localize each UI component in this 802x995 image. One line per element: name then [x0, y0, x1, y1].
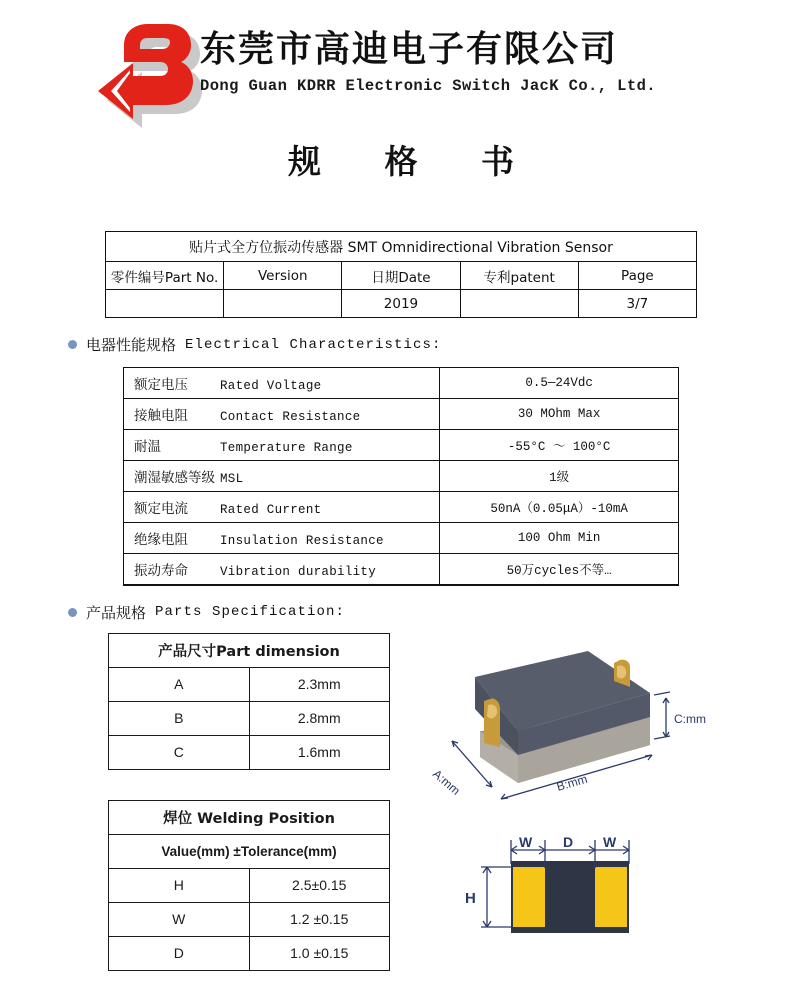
spec-tables-column [108, 633, 390, 971]
row-label-en: Vibration durability [220, 564, 377, 579]
row-label [124, 430, 440, 461]
parts-specification-area [0, 633, 802, 993]
row-label-en: Temperature Range [220, 441, 353, 455]
table-row [124, 399, 679, 430]
table-row [109, 936, 390, 970]
row-value: 30 MOhm Max [440, 399, 679, 430]
value-page: 3/7 [578, 290, 696, 318]
document-title: 规 格 书 [288, 142, 540, 181]
row-label [124, 399, 440, 430]
row-label [124, 492, 440, 523]
smt-component-isometric-view [418, 635, 718, 815]
weld-value: 2.5±0.15 [249, 868, 390, 902]
table-row [124, 430, 679, 461]
table-row [109, 667, 390, 701]
section-heading-parts [68, 602, 802, 623]
weld-value: 1.2 ±0.15 [249, 902, 390, 936]
welding-footprint-view [455, 828, 695, 973]
table-row [109, 868, 390, 902]
electrical-characteristics-table [123, 367, 679, 586]
row-label-cn: 耐温 [134, 439, 161, 455]
row-label-cn: 额定电压 [134, 377, 188, 393]
row-label [124, 461, 440, 492]
row-label-en: MSL [220, 472, 244, 486]
value-part-no [106, 290, 224, 318]
footprint-label-w-right: W [603, 833, 617, 850]
header-page: Page [578, 262, 696, 290]
dimension-label-c: C:mm [674, 711, 706, 726]
row-label-cn: 振动寿命 [134, 562, 188, 579]
table-row [124, 554, 679, 585]
company-name-block [200, 28, 720, 95]
table-row [124, 492, 679, 523]
dimension-label-a: A:mm [430, 766, 463, 798]
table-row [109, 834, 390, 868]
welding-position-subheader: Value(mm) ±Tolerance(mm) [109, 834, 390, 868]
part-dimension-table [108, 633, 390, 770]
weld-value: 1.0 ±0.15 [249, 936, 390, 970]
table-row [109, 902, 390, 936]
section-heading-electrical [68, 334, 802, 355]
weld-key: W [109, 902, 250, 936]
row-label-cn: 额定电流 [134, 501, 188, 517]
section-label-en: Electrical Characteristics: [185, 336, 442, 353]
row-value: 0.5—24Vdc [440, 368, 679, 399]
row-label-cn: 潮湿敏感等级 [134, 470, 215, 486]
row-value: 1级 [440, 461, 679, 492]
row-label-en: Rated Voltage [220, 379, 322, 393]
table-row [109, 633, 390, 667]
section-label-cn: 电器性能规格 [86, 336, 177, 354]
table-row [109, 735, 390, 769]
footprint-label-w-left: W [519, 833, 533, 850]
header-version: Version [224, 262, 342, 290]
bullet-dot-icon [68, 608, 77, 617]
weld-key: H [109, 868, 250, 902]
header-date: 日期Date [342, 262, 460, 290]
footprint-label-d: D [563, 833, 574, 850]
row-label-en: Insulation Resistance [220, 534, 384, 548]
value-version [224, 290, 342, 318]
table-row [106, 232, 697, 262]
footprint-label-h: H [465, 889, 476, 907]
dim-key: C [109, 735, 250, 769]
kdrr-arrow-b-logo-icon [90, 18, 210, 133]
header-part-no: 零件编号Part No. [106, 262, 224, 290]
dim-value: 2.3mm [249, 667, 390, 701]
footprint-pad-right [595, 867, 627, 927]
company-name-en: Dong Guan KDRR Electronic Switch JacK Co., Ltd. [200, 76, 656, 95]
isometric-drawing-svg [418, 635, 718, 815]
row-label [124, 523, 440, 554]
row-label [124, 368, 440, 399]
product-title-cell: 贴片式全方位振动传感器 SMT Omnidirectional Vibration Sensor [106, 232, 697, 262]
footprint-pad-left [513, 867, 545, 927]
row-value: 50nA（0.05μA）-10mA [440, 492, 679, 523]
table-row [106, 290, 697, 318]
row-value: 100 Ohm Min [440, 523, 679, 554]
table-spacer [108, 770, 390, 800]
table-row [124, 461, 679, 492]
bullet-dot-icon [68, 340, 77, 349]
dim-value: 2.8mm [249, 701, 390, 735]
row-label [124, 554, 440, 585]
header-patent: 专利patent [460, 262, 578, 290]
section-label-cn: 产品规格 [86, 603, 147, 622]
company-name-cn: 东莞市高迪电子有限公司 [200, 29, 619, 70]
welding-position-header: 焊位 Welding Position [109, 800, 390, 834]
table-row [124, 523, 679, 554]
section-label-en: Parts Specification: [155, 604, 346, 620]
table-row [106, 262, 697, 290]
dim-key: B [109, 701, 250, 735]
value-date: 2019 [342, 290, 460, 318]
row-label-en: Rated Current [220, 503, 322, 517]
value-patent [460, 290, 578, 318]
part-dimension-header: 产品尺寸Part dimension [109, 633, 390, 667]
table-row [109, 800, 390, 834]
welding-position-table [108, 800, 390, 971]
row-label-cn: 绝缘电阻 [134, 532, 188, 548]
company-logo [90, 18, 210, 133]
document-info-table [105, 231, 697, 318]
dim-key: A [109, 667, 250, 701]
weld-key: D [109, 936, 250, 970]
table-row [124, 368, 679, 399]
dimension-label-b: B:mm [554, 771, 589, 794]
footprint-drawing-svg [455, 828, 695, 973]
letterhead [0, 0, 802, 130]
row-label-cn: 接触电阻 [134, 408, 188, 424]
dim-value: 1.6mm [249, 735, 390, 769]
row-value: -55°C ～ 100°C [440, 430, 679, 461]
row-label-en: Contact Resistance [220, 410, 361, 424]
row-value: 50万cycles不等… [440, 554, 679, 585]
table-row [109, 701, 390, 735]
